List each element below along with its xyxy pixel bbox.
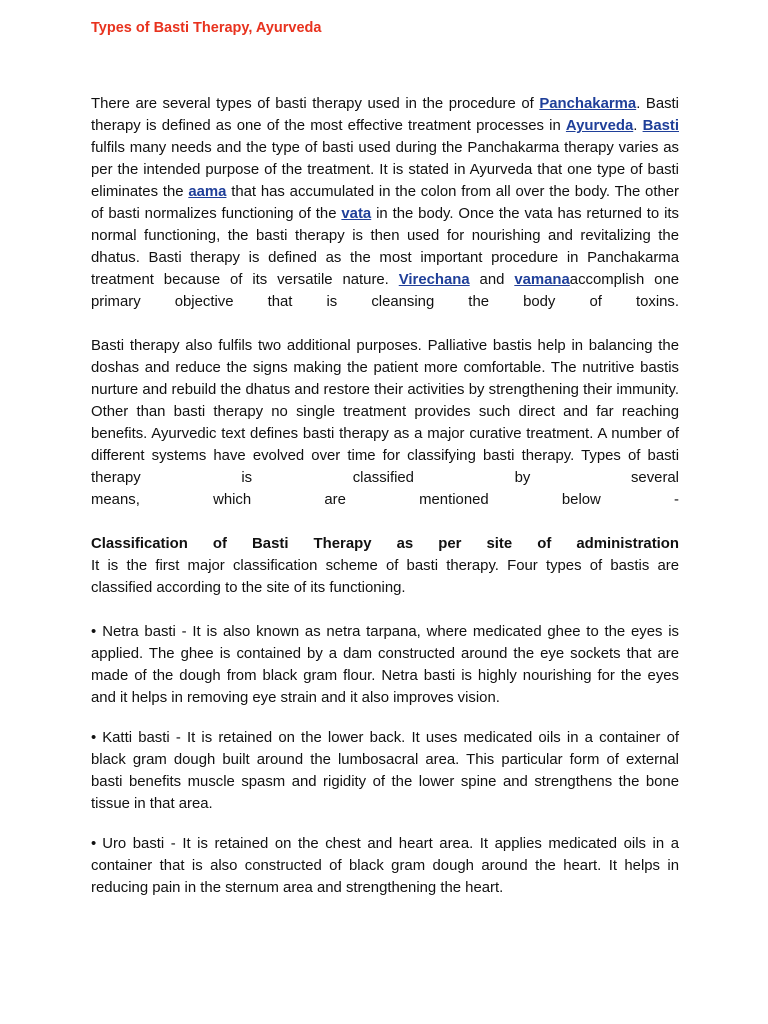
purposes-last-line: means, which are mentioned below - — [91, 492, 679, 508]
link-basti[interactable]: Basti — [642, 118, 679, 134]
classification-section — [91, 533, 679, 599]
intro-paragraph: There are several types of basti therapy used in the procedure of Panchakarma. Basti therapy is defined as one of the most effective treatment processes in Ayurveda. Basti fulfils many needs and the type of basti used during the Panchakarma therapy varies as per the intended purpose of the treatment. It is stated in Ayurveda that one type of basti eliminates the aama that has accumulated in the colon from all over the body. The other of basti normalizes functioning of the vata in the body. Once the vata has returned to its normal functioning, the basti therapy is then used for nourishing and revitalizing the dhatus. Basti therapy is defined as the most important procedure in Panchakarma treatment because of its versatile nature. Virechana and vamanaaccomplish one primary objective that is cleansing the body of toxins. — [91, 93, 679, 313]
bullet-icon: • — [91, 730, 97, 746]
intro-last-line: primary objective that is cleansing the body of toxins. — [91, 294, 679, 310]
list-item-uro-basti: • Uro basti - It is retained on the chest and heart area. It applies medicated oils in a container that is also constructed of black gram dough around the heart. It helps in reducing pain in the sternum area and strengthening the heart. — [91, 836, 679, 896]
link-panchakarma[interactable]: Panchakarma — [539, 96, 637, 112]
list-item-netra-basti: • Netra basti - It is also known as netra tarpana, where medicated ghee to the eyes is applied. The ghee is contained by a dam constructed around the eye sockets that are made of the dough from black gram flour. Netra basti is highly nourishing for the eyes and it helps in removing eye strain and it also improves vision. — [91, 624, 679, 706]
link-vata[interactable]: vata — [341, 206, 372, 222]
link-ayurveda[interactable]: Ayurveda — [565, 118, 634, 134]
purposes-paragraph: Basti therapy also fulfils two additional purposes. Palliative bastis help in balancing the doshas and reduce the signs making the patient more comfortable. The nutritive bastis nurture and rebuild the dhatus and restore their activities by strengthening their immunity. Other than basti therapy no single treatment provides such direct and far reaching benefits. Ayurvedic text defines basti therapy as a major curative treatment. A number of different systems have evolved over time for classifying basti therapy. Types of basti therapy is classified by several means, which are mentioned below - — [91, 335, 679, 511]
link-virechana[interactable]: Virechana — [398, 272, 470, 288]
link-aama[interactable]: aama — [188, 184, 227, 200]
bullet-icon: • — [91, 624, 97, 640]
list-item-katti-basti: • Katti basti - It is retained on the lower back. It uses medicated oils in a container of black gram dough built around the lumbosacral area. This particular form of external basti benefits muscle spasm and rigidity of the lower spine and strengthens the bone tissue in that area. — [91, 730, 679, 812]
link-vamana[interactable]: vamana — [514, 272, 570, 288]
document-body — [91, 93, 679, 917]
document-title: Types of Basti Therapy, Ayurveda — [91, 20, 322, 36]
bullet-icon: • — [91, 836, 97, 852]
classification-text: It is the first major classification scheme of basti therapy. Four types of bastis are classified according to the site of its functioning. — [91, 558, 679, 596]
classification-heading: Classification of Basti Therapy as per site of administration — [91, 536, 679, 552]
